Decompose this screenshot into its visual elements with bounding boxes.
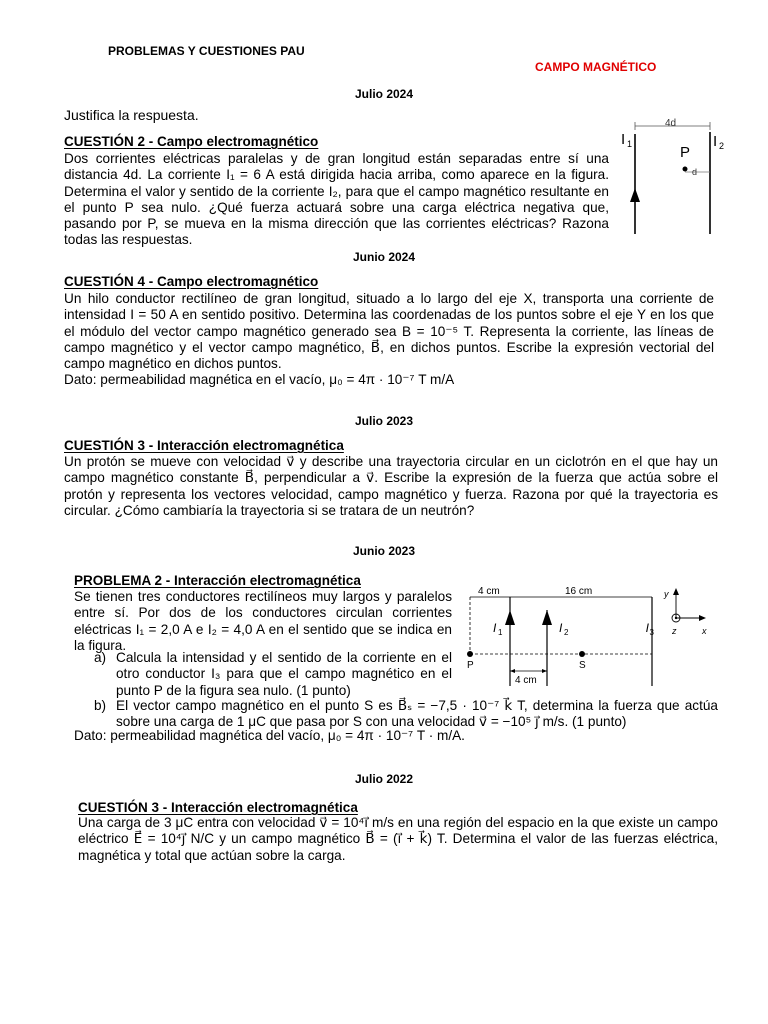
dim-16cm: 16 cm — [565, 586, 593, 597]
label-axis-x: x — [702, 626, 707, 636]
label-i3: I — [645, 621, 649, 635]
section-date: Junio 2024 — [352, 250, 416, 264]
current-arrow-up-icon — [630, 188, 640, 202]
axis-y-arrow-icon — [673, 588, 679, 595]
label-i2-sub: 2 — [564, 628, 569, 637]
question-body: Un protón se mueve con velocidad v⃗ y describe una trayectoria circular en un ciclotrón en el que hay un campo magnético constante B⃗, perpendicular a v⃗. Escribe la expresión de la fuerza que actúa sobre el protón y representa los vectores velocidad, campo magnético y fuerza. Razona por qué la trayectoria es circular. ¿Cómo cambiaría la trayectoria si se tratara de un neutrón? — [64, 454, 718, 518]
label-i1: I — [493, 621, 497, 635]
document-header-title: PROBLEMAS Y CUESTIONES PAU — [108, 44, 305, 58]
item-b-text: El vector campo magnético en el punto S es B⃗ₛ = −7,5 · 10⁻⁷ k⃗ T, determina la fuerza que actúa sobre una carga de 1 μC que pasa por S con una velocidad v⃗ = −10⁵ j⃗ m/s. (1 punto) — [116, 698, 718, 730]
point-s-marker — [579, 651, 585, 657]
question-items — [74, 650, 452, 699]
item-b-label: b) — [94, 698, 107, 713]
question-body: Se tienen tres conductores rectilíneos muy largos y paralelos entre sí. Por dos de los conductores circulan corrientes eléctricas I₁ = 2,0 A e I₂ = 4,0 A en el sentido que se indica en la figura. — [74, 589, 452, 653]
topic-title: CAMPO MAGNÉTICO — [535, 60, 657, 74]
label-i2: I — [713, 133, 718, 150]
section-date: Julio 2022 — [354, 772, 414, 786]
dim-4cm-top: 4 cm — [478, 586, 500, 597]
section-date: Junio 2023 — [352, 544, 416, 558]
label-axis-y: y — [664, 589, 669, 599]
question-body: Una carga de 3 μC entra con velocidad v⃗ = 10⁴ı⃗ m/s en una región del espacio en la que existe un campo eléctrico E⃗ = 10⁴ȷ⃗ N/C y un campo magnético B⃗ = (ı⃗ + k⃗) T. Determina el valor de las fuerzas eléctrica, magnética y total que actúan sobre la carga. — [78, 815, 718, 863]
label-i1-sub: 1 — [627, 139, 633, 149]
point-p-marker — [683, 167, 688, 172]
label-d: d — [692, 167, 698, 177]
question-items-b — [74, 698, 718, 731]
two-currents-figure — [612, 112, 732, 238]
label-point-p: P — [467, 660, 474, 671]
question-body: Dos corrientes eléctricas paralelas y de gran longitud están separadas entre sí una distancia 4d. La corriente I₁ = 6 A está dirigida hacia arriba, como aparece en la figura. Determina el valor y sentido de la corriente I₂, para que el campo magnético resultante en el punto P sea nulo. ¿Qué fuerza actuará sobre una carga eléctrica negativa que, pasando por P, se mueva en la misma dirección que las corrientes eléctricas? Razona todas las respuestas. — [64, 151, 609, 248]
question-title: CUESTIÓN 3 - Interacción electromagnética — [78, 800, 358, 815]
three-conductors-figure — [458, 582, 720, 688]
label-i2: I — [559, 621, 563, 635]
label-i1: I — [621, 131, 626, 148]
label-i1-sub: 1 — [498, 628, 503, 637]
label-i2-sub: 2 — [719, 141, 725, 151]
question-title: CUESTIÓN 3 - Interacción electromagnética — [64, 438, 344, 453]
item-a — [74, 650, 452, 699]
intro-text: Justifica la respuesta. — [64, 107, 199, 123]
label-point-s: S — [579, 660, 586, 671]
item-a-text: Calcula la intensidad y el sentido de la corriente en el otro conductor I₃ para que el campo magnético en el punto P de la figura sea nulo. (1 punto) — [116, 650, 452, 698]
question-body: Un hilo conductor rectilíneo de gran longitud, situado a lo largo del eje X, transporta una corriente de intensidad I = 50 A en sentido positivo. Determina las coordenadas de los puntos sobre el eje Y en los que el módulo del vector campo magnético generado sea B = 10⁻⁵ T. Representa la corriente, las líneas de campo magnético y el vector campo magnético, B⃗, en dichos puntos. Escribe la expresión vectorial del campo magnético en dichos puntos. — [64, 291, 714, 372]
item-b — [74, 698, 718, 731]
label-point-p: P — [680, 144, 691, 161]
axis-x-arrow-icon — [699, 615, 706, 621]
data-line: Dato: permeabilidad magnética en el vacío, μ₀ = 4π · 10⁻⁷ T m/A — [64, 372, 455, 387]
current-arrow-up-icon — [505, 610, 515, 625]
label-axis-z: z — [672, 626, 677, 636]
dim-4cm-bottom: 4 cm — [515, 675, 537, 686]
label-i3-sub: 3 — [649, 628, 654, 637]
point-p-marker — [467, 651, 473, 657]
section-date: Julio 2024 — [354, 87, 414, 101]
item-a-label: a) — [94, 650, 107, 665]
section-date: Julio 2023 — [354, 414, 414, 428]
current-arrow-up-icon — [542, 610, 552, 625]
data-line: Dato: permeabilidad magnética del vacío, μ₀ = 4π · 10⁻⁷ T · m/A. — [74, 728, 465, 743]
question-title: PROBLEMA 2 - Interacción electromagnética — [74, 573, 361, 588]
question-title: CUESTIÓN 2 - Campo electromagnético — [64, 134, 319, 149]
label-4d: 4d — [665, 118, 677, 129]
question-title: CUESTIÓN 4 - Campo electromagnético — [64, 274, 319, 289]
